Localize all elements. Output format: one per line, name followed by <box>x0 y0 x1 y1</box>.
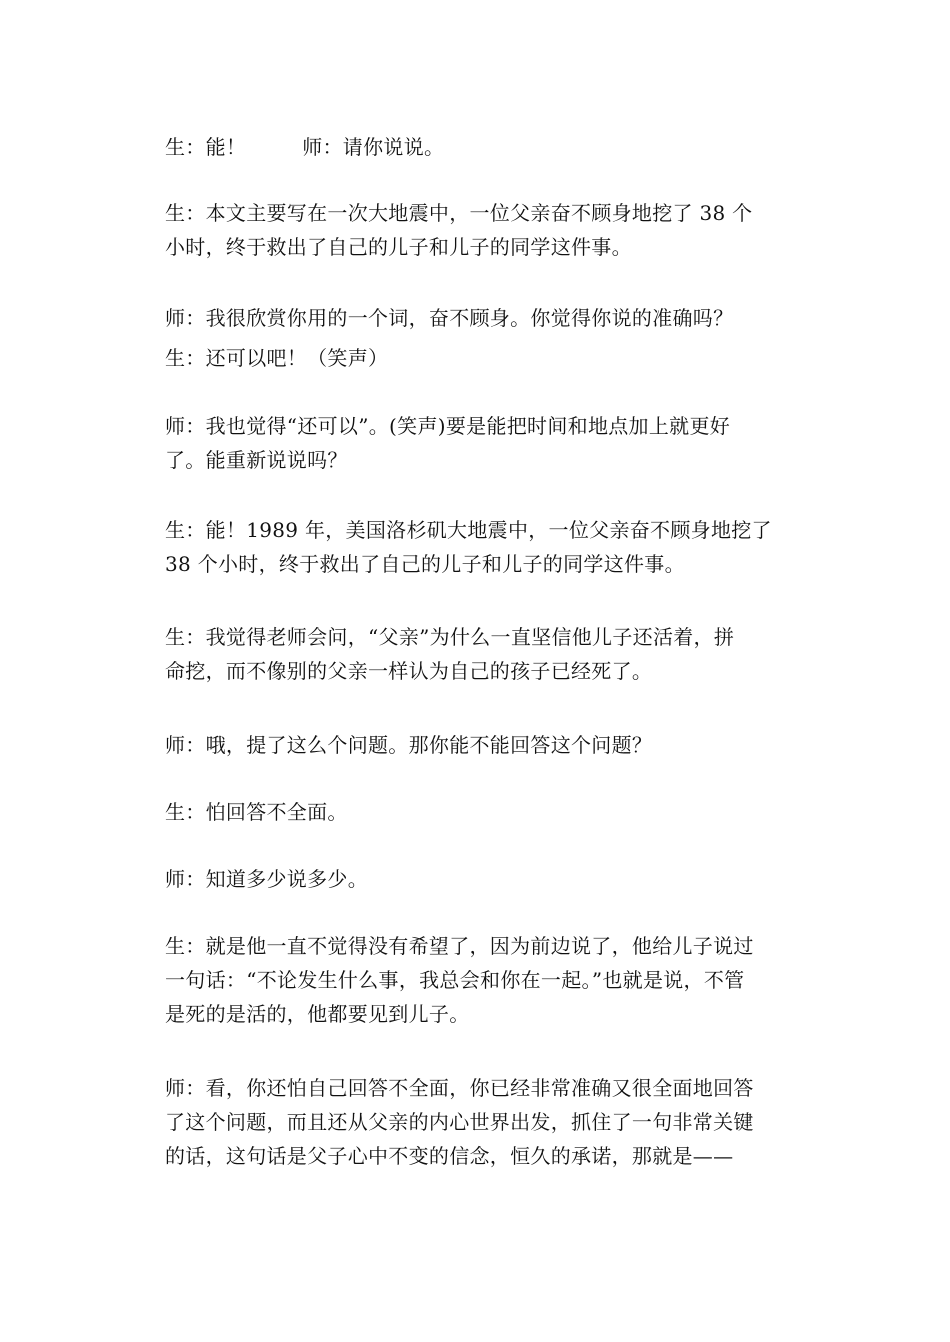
dialogue-paragraph-9 <box>165 795 790 829</box>
dialogue-paragraph-11 <box>165 929 790 1031</box>
paragraph-line: 38 个小时，终于救出了自己的儿子和儿子的同学这件事。 <box>165 552 685 576</box>
paragraph-line: 生：还可以吧！（笑声） <box>165 346 389 370</box>
paragraph-line: 命挖，而不像别的父亲一样认为自己的孩子已经死了。 <box>165 659 653 683</box>
dialogue-paragraph-12 <box>165 1071 790 1173</box>
paragraph-line: 生：本文主要写在一次大地震中，一位父亲奋不顾身地挖了 38 个 <box>165 201 753 225</box>
dialogue-paragraph-10 <box>165 862 790 896</box>
dialogue-paragraph-8 <box>165 728 790 762</box>
dialogue-paragraph-6 <box>165 513 790 581</box>
paragraph-line: 师：知道多少说多少。 <box>165 867 368 891</box>
paragraph-line: 师：我很欣赏你用的一个词，奋不顾身。你觉得你说的准确吗？ <box>165 306 734 330</box>
paragraph-line: 生：就是他一直不觉得没有希望了，因为前边说了，他给儿子说过 <box>165 934 754 958</box>
paragraph-line: 小时，终于救出了自己的儿子和儿子的同学这件事。 <box>165 235 632 259</box>
paragraph-line: 师：我也觉得“还可以”。(笑声)要是能把时间和地点加上就更好 <box>165 414 731 438</box>
teacher-reply: 师：请你说说。 <box>302 135 445 159</box>
paragraph-line <box>165 130 790 164</box>
dialogue-paragraph-5 <box>165 409 790 477</box>
dialogue-paragraph-7 <box>165 620 790 688</box>
dialogue-paragraph-4 <box>165 341 790 375</box>
paragraph-line: 生：能！1989 年，美国洛杉矶大地震中，一位父亲奋不顾身地挖了 <box>165 518 772 542</box>
paragraph-line: 了这个问题，而且还从父亲的内心世界出发，抓住了一句非常关键 <box>165 1110 754 1134</box>
paragraph-line: 生：怕回答不全面。 <box>165 800 348 824</box>
dialogue-paragraph-1 <box>165 130 790 164</box>
paragraph-line: 了。能重新说说吗？ <box>165 448 348 472</box>
student-reply: 生：能！ <box>165 135 247 159</box>
paragraph-line: 师：哦，提了这么个问题。那你能不能回答这个问题？ <box>165 733 653 757</box>
paragraph-line: 生：我觉得老师会问，“父亲”为什么一直坚信他儿子还活着，拼 <box>165 625 735 649</box>
paragraph-line: 的话，这句话是父子心中不变的信念，恒久的承诺，那就是—— <box>165 1144 734 1168</box>
dialogue-paragraph-3 <box>165 301 790 335</box>
dialogue-paragraph-2 <box>165 196 790 264</box>
paragraph-line: 师：看，你还怕自己回答不全面，你已经非常准确又很全面地回答 <box>165 1076 754 1100</box>
paragraph-line: 一句话：“不论发生什么事，我总会和你在一起。”也就是说，不管 <box>165 968 745 992</box>
paragraph-line: 是死的是活的，他都要见到儿子。 <box>165 1002 470 1026</box>
